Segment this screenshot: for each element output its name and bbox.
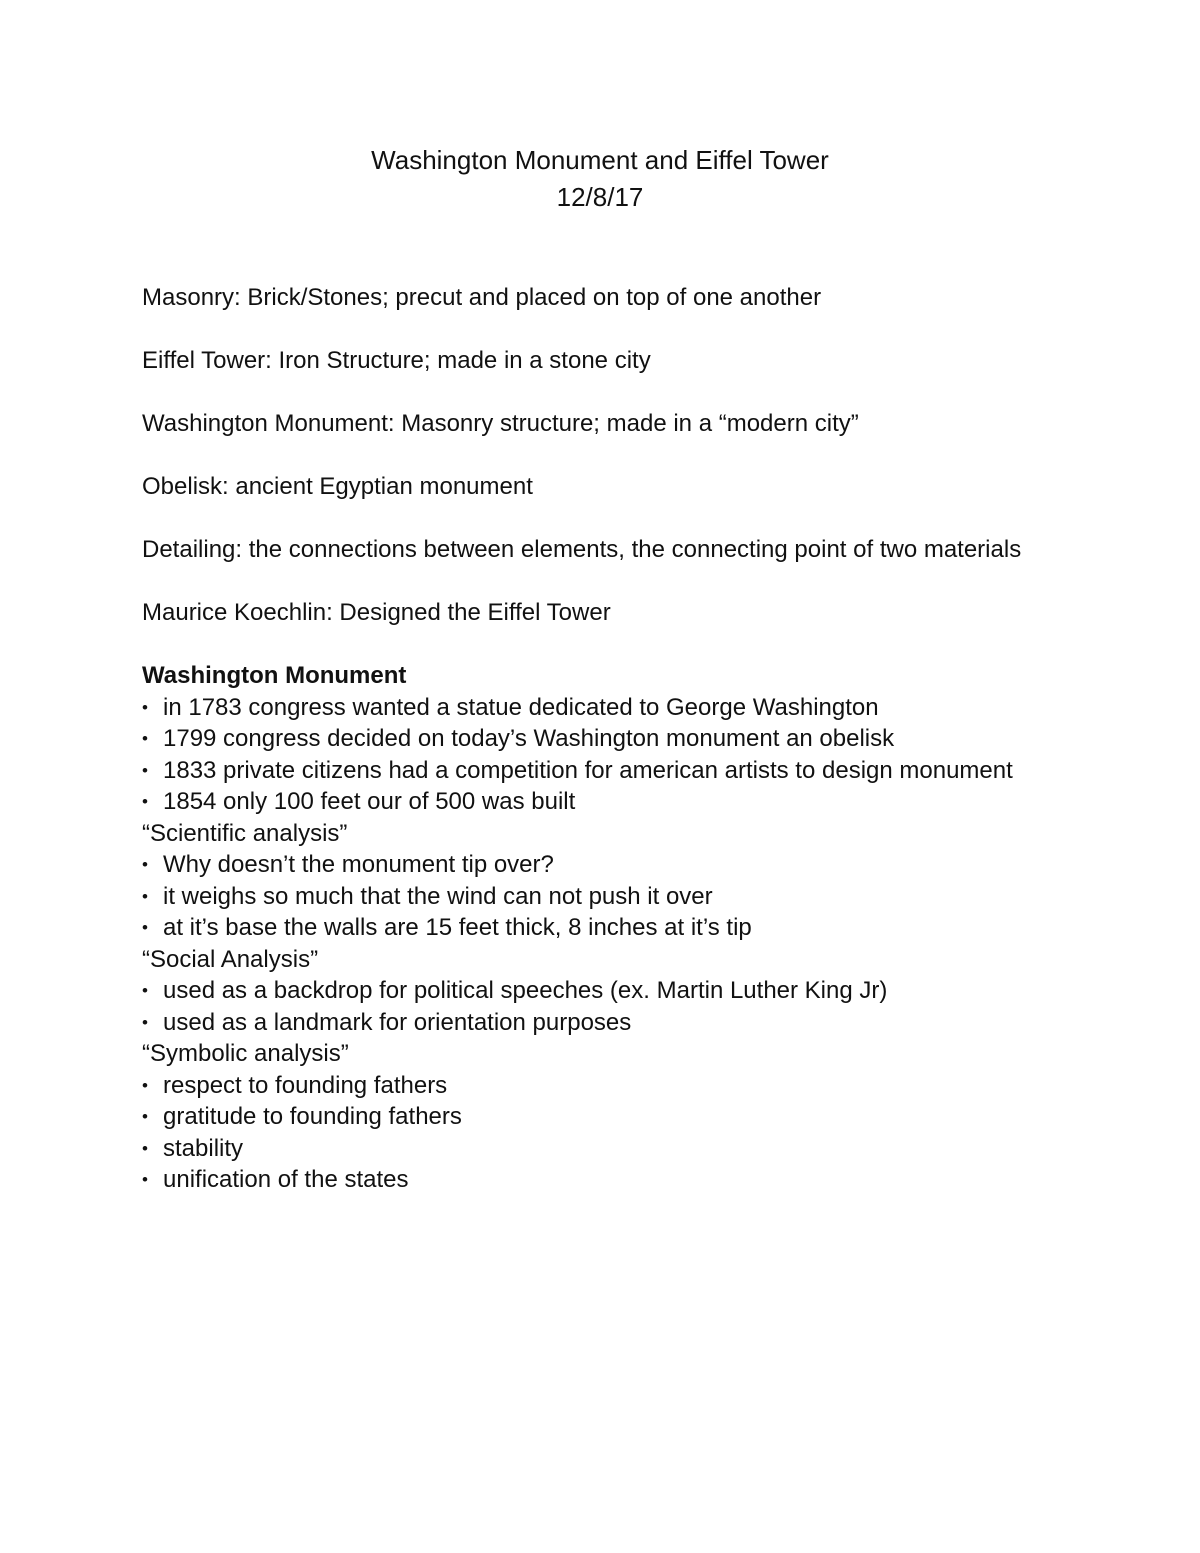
symbolic-analysis-heading: “Symbolic analysis” — [142, 1040, 349, 1067]
bullet-icon: • — [142, 792, 148, 811]
list-item — [142, 786, 1022, 818]
list-item — [142, 975, 1022, 1007]
bullet-icon: • — [142, 981, 148, 1000]
definition-obelisk: Obelisk: ancient Egyptian monument — [142, 473, 533, 500]
notes-content — [142, 282, 1022, 1196]
list-item — [142, 723, 1022, 755]
bullet-icon: • — [142, 1170, 148, 1189]
definition-detailing: Detailing: the connections between elements, the connecting point of two materials — [142, 536, 1022, 563]
social-analysis-list — [142, 975, 1022, 1038]
list-item — [142, 1133, 1022, 1165]
list-item-text: in 1783 congress wanted a statue dedicated to George Washington — [163, 693, 879, 721]
definition-eiffel-tower: Eiffel Tower: Iron Structure; made in a stone city — [142, 347, 651, 374]
list-item-text: respect to founding fathers — [163, 1071, 448, 1099]
title-block — [0, 142, 1200, 216]
bullet-icon: • — [142, 1107, 148, 1126]
list-item-text: 1854 only 100 feet our of 500 was built — [163, 788, 576, 815]
document-title: Washington Monument and Eiffel Tower — [371, 145, 829, 175]
bullet-icon: • — [142, 1075, 148, 1095]
list-item — [142, 849, 1022, 881]
list-item-text: unification of the states — [163, 1166, 409, 1193]
bullet-icon: • — [142, 760, 148, 780]
scientific-analysis-list — [142, 849, 1022, 944]
list-item-text: stability — [163, 1134, 244, 1162]
scientific-analysis-heading: “Scientific analysis” — [142, 819, 348, 847]
bullet-icon: • — [142, 697, 148, 717]
list-item — [142, 912, 1022, 944]
symbolic-analysis-list — [142, 1070, 1022, 1196]
bullet-icon: • — [142, 918, 148, 937]
document-date: 12/8/17 — [556, 182, 644, 212]
list-item-text: 1833 private citizens had a competition for american artists to design monument — [163, 756, 1013, 784]
list-item — [142, 692, 1022, 724]
list-item-text: gratitude to founding fathers — [163, 1103, 462, 1130]
list-item-text: used as a backdrop for political speeches (ex. Martin Luther King Jr) — [163, 977, 888, 1004]
bullet-icon: • — [142, 886, 148, 906]
list-item — [142, 1101, 1022, 1133]
bullet-icon: • — [142, 729, 148, 748]
list-item-text: 1799 congress decided on today’s Washington monument an obelisk — [163, 725, 895, 752]
history-list — [142, 692, 1022, 818]
list-item-text: it weighs so much that the wind can not push it over — [163, 882, 713, 910]
list-item — [142, 755, 1022, 787]
bullet-icon: • — [142, 855, 148, 874]
definition-maurice-koechlin: Maurice Koechlin: Designed the Eiffel Tower — [142, 599, 611, 626]
list-item — [142, 1164, 1022, 1196]
list-item-text: at it’s base the walls are 15 feet thick, 8 inches at it’s tip — [163, 914, 752, 941]
definition-masonry: Masonry: Brick/Stones; precut and placed on top of one another — [142, 284, 822, 311]
definition-washington-monument: Washington Monument: Masonry structure; made in a “modern city” — [142, 410, 859, 437]
list-item-text: Why doesn’t the monument tip over? — [163, 851, 554, 878]
list-item — [142, 1007, 1022, 1039]
section-heading: Washington Monument — [142, 662, 407, 689]
list-item — [142, 1070, 1022, 1102]
list-item — [142, 881, 1022, 913]
social-analysis-heading: “Social Analysis” — [142, 945, 319, 973]
bullet-icon: • — [142, 1012, 148, 1032]
list-item-text: used as a landmark for orientation purposes — [163, 1008, 632, 1036]
bullet-icon: • — [142, 1138, 148, 1158]
